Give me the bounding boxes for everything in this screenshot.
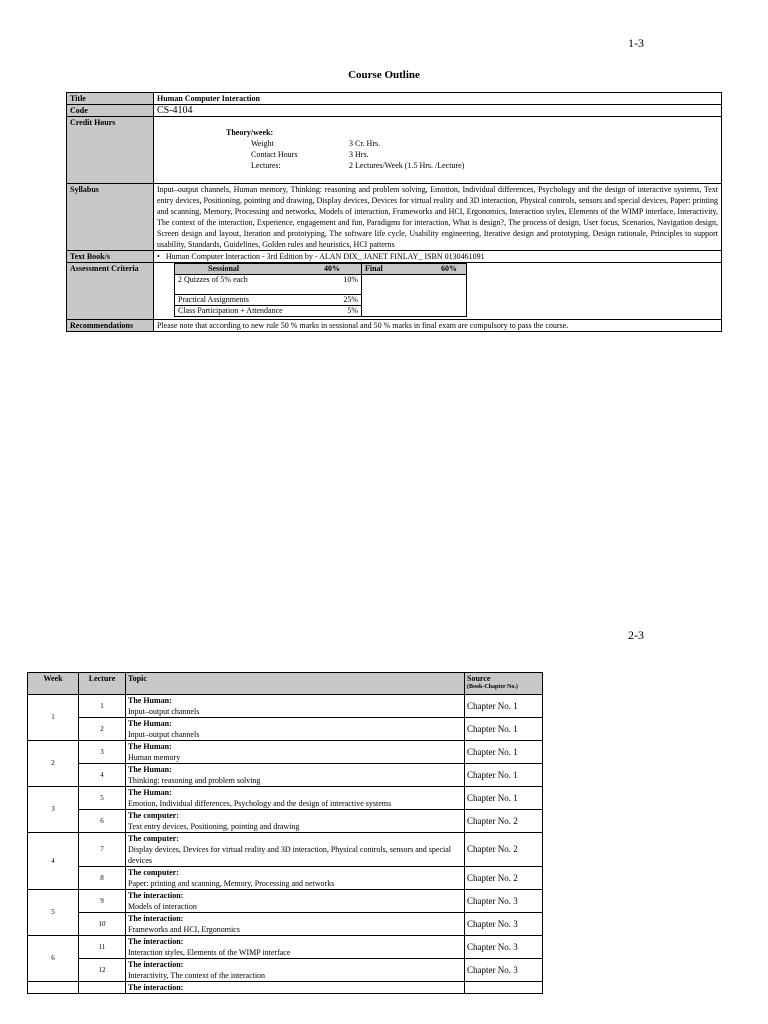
- week-cell: 2: [28, 741, 79, 787]
- lecture-cell: [79, 982, 126, 994]
- topic-cell: The computer: Display devices, Devices for virtual reality and 3D interaction, Physical controls, sensors and special devices: [126, 833, 465, 867]
- schedule-table: [27, 672, 543, 994]
- lecture-cell: 3: [79, 741, 126, 764]
- lecture-cell: 10: [79, 913, 126, 936]
- credit-row: Contact Hours 3 Hrs.: [251, 150, 369, 159]
- assessment-label: Assessment Criteria: [67, 263, 154, 320]
- topic-cell: The interaction: Models of interaction: [126, 890, 465, 913]
- recommendations-label: Recommendations: [67, 320, 154, 332]
- source-cell: Chapter No. 2: [465, 810, 543, 833]
- topic-header: Topic: [126, 673, 465, 695]
- textbook-item: • Human Computer Interaction - 3rd Edition by - ALAN DIX_ JANET FINLAY_ ISBN 0130461091: [154, 251, 722, 263]
- course-title: Human Computer Interaction: [154, 93, 722, 105]
- lecture-cell: 12: [79, 959, 126, 982]
- assessment-cell: [154, 263, 722, 320]
- source-cell: Chapter No. 1: [465, 695, 543, 718]
- week-cell: [28, 982, 79, 994]
- source-cell: Chapter No. 3: [465, 890, 543, 913]
- source-cell: Chapter No. 1: [465, 741, 543, 764]
- credit-hours-cell: [154, 117, 722, 184]
- assessment-item: 2 Quizzes of 5% each 10%: [175, 275, 362, 295]
- lecture-cell: 4: [79, 764, 126, 787]
- lecture-cell: 7: [79, 833, 126, 867]
- lecture-cell: 2: [79, 718, 126, 741]
- topic-cell: The interaction: Frameworks and HCI, Ergonomics: [126, 913, 465, 936]
- lecture-cell: 5: [79, 787, 126, 810]
- lecture-cell: 11: [79, 936, 126, 959]
- assessment-item: Class Participation + Attendance 5%: [175, 306, 362, 317]
- source-cell: Chapter No. 3: [465, 936, 543, 959]
- source-cell: Chapter No. 1: [465, 718, 543, 741]
- source-header: Source (Book-Chapter No.): [465, 673, 543, 695]
- credit-row: Lectures: 2 Lectures/Week (1.5 Hrs. /Lecture): [251, 161, 465, 170]
- sessional-header: Sessional 40%: [175, 264, 362, 275]
- source-cell: Chapter No. 3: [465, 959, 543, 982]
- topic-cell: The Human: Emotion, Individual differences, Psychology and the design of interactive systems: [126, 787, 465, 810]
- assessment-table: [174, 263, 467, 317]
- source-cell: Chapter No. 3: [465, 913, 543, 936]
- course-code: CS-4104: [154, 105, 722, 117]
- source-cell: [465, 982, 543, 994]
- source-cell: Chapter No. 2: [465, 867, 543, 890]
- week-header: Week: [28, 673, 79, 695]
- topic-cell: The computer: Paper: printing and scanning, Memory, Processing and networks: [126, 867, 465, 890]
- lecture-cell: 8: [79, 867, 126, 890]
- page-number: 2-3: [628, 628, 644, 642]
- topic-cell: The interaction: Interaction styles, Elements of the WIMP interface: [126, 936, 465, 959]
- topic-cell: The interaction:: [126, 982, 465, 994]
- topic-cell: The Human: Input–output channels: [126, 718, 465, 741]
- page-number: 1-3: [628, 36, 644, 50]
- topic-cell: The Human: Input–output channels: [126, 695, 465, 718]
- document-title: Course Outline: [348, 69, 420, 81]
- topic-cell: The Human: Human memory: [126, 741, 465, 764]
- credit-hours-label: Credit Hours: [67, 117, 154, 184]
- topic-cell: The interaction: Interactivity, The context of the interaction: [126, 959, 465, 982]
- week-cell: 1: [28, 695, 79, 741]
- textbook-label: Text Book/s: [67, 251, 154, 263]
- source-cell: Chapter No. 1: [465, 764, 543, 787]
- source-cell: Chapter No. 2: [465, 833, 543, 867]
- lecture-cell: 1: [79, 695, 126, 718]
- assessment-item: Practical Assignments 25%: [175, 295, 362, 306]
- recommendations-text: Please note that according to new rule 50 % marks in sessional and 50 % marks in final exam are compulsory to pass the course.: [154, 320, 722, 332]
- lecture-cell: 6: [79, 810, 126, 833]
- week-cell: 3: [28, 787, 79, 833]
- theory-week-heading: Theory/week:: [226, 128, 274, 137]
- topic-cell: The computer: Text entry devices, Positioning, pointing and drawing: [126, 810, 465, 833]
- title-label: Title: [67, 93, 154, 105]
- week-cell: 6: [28, 936, 79, 982]
- syllabus-text: Input–output channels, Human memory, Thinking: reasoning and problem solving, Emotion, Individual differences, Psychology and the design of interactive systems, Text entry devices, Positioning, pointing and drawing, Display devices, Devices for virtual reality and 3D interaction, Physical controls, sensors and special devices, Paper: printing and scanning, Memory, Processing and networks, Models of interaction, Frameworks and HCI, Ergonomics, Interaction styles, Elements of the WIMP interface, Interactivity, The context of the interaction, Experience, engagement and fun, Paradigms for interaction, What is design?, The process of design, User focus, Scenarios, Navigation design, Screen design and layout, Iteration and prototyping, The software life cycle, Usability engineering, Iterative design and prototyping, Design rationale, Principles to support usability, Standards, Guidelines, Golden rules and heuristics, HCI patterns: [154, 184, 722, 251]
- final-cell: [362, 275, 467, 317]
- topic-cell: The Human: Thinking: reasoning and problem solving: [126, 764, 465, 787]
- lecture-header: Lecture: [79, 673, 126, 695]
- credit-row: Weight 3 Cr. Hrs.: [251, 139, 381, 148]
- course-outline-table: [66, 92, 722, 332]
- lecture-cell: 9: [79, 890, 126, 913]
- week-cell: 5: [28, 890, 79, 936]
- source-cell: Chapter No. 1: [465, 787, 543, 810]
- syllabus-label: Syllabus: [67, 184, 154, 251]
- final-header: Final 60%: [362, 264, 467, 275]
- code-label: Code: [67, 105, 154, 117]
- week-cell: 4: [28, 833, 79, 890]
